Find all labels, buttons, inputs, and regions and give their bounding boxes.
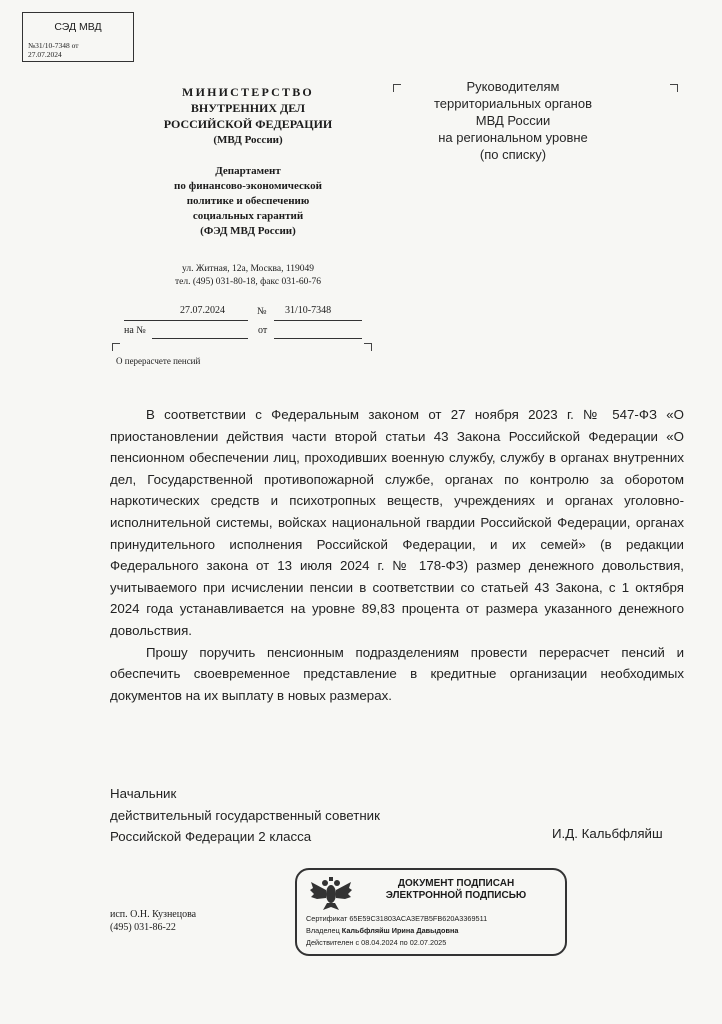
position-line-1: Начальник [110, 786, 177, 801]
department-header [128, 164, 368, 239]
esig-owner-label: Владелец [306, 926, 340, 935]
reply-from-underline [274, 338, 362, 339]
executor-block [110, 908, 196, 934]
sed-stamp-title: СЭД МВД [54, 21, 102, 33]
addressee-corner-right [670, 84, 678, 92]
addressee-line-1: Руководителям [466, 79, 560, 94]
department-line-5: (ФЭД МВД России) [200, 225, 296, 237]
sed-stamp-number [28, 41, 79, 59]
subject-corner-right [364, 343, 372, 351]
esig-certificate-label: Сертификат [306, 914, 348, 923]
ministry-line-3: РОССИЙСКОЙ ФЕДЕРАЦИИ [163, 117, 333, 131]
registration-number-label: № [257, 306, 267, 317]
addressee-line-5: (по списку) [479, 147, 547, 162]
address-line-1: ул. Житная, 12а, Москва, 119049 [182, 264, 314, 274]
position-line-2: действительный государственный советник [110, 807, 380, 823]
sed-stamp-date: 27.07.2024 [28, 50, 62, 59]
esig-owner-line [306, 926, 458, 935]
department-line-3: политике и обеспечению [186, 195, 310, 207]
ministry-line-2: ВНУТРЕННИХ ДЕЛ [190, 101, 306, 115]
registration-date-underline [124, 320, 248, 321]
letter-subject: О перерасчете пенсий [116, 356, 201, 366]
addressee-line-3: МВД России [475, 113, 551, 128]
department-line-1: Департамент [215, 165, 281, 177]
esig-validity: Действителен с 08.04.2024 по 02.07.2025 [306, 938, 447, 947]
executor-phone: (495) 031-86-22 [110, 922, 176, 933]
body-paragraph-2: Прошу поручить пенсионным подразделениям провести перерасчет пенсий и обеспечить своевременное представление в кредитные организации необходимых документов на их выплату в новых размерах. [110, 644, 684, 703]
department-line-2: по финансово-экономической [174, 180, 322, 192]
sed-stamp-reg-number: №31/10-7348 от [28, 41, 79, 50]
reply-from-label: от [258, 325, 268, 336]
esig-certificate-line [306, 914, 487, 923]
signatory-position [110, 783, 380, 848]
department-line-4: социальных гарантий [192, 210, 304, 222]
ministry-line-4: (МВД России) [213, 134, 283, 146]
esig-title-line-1: ДОКУМЕНТ ПОДПИСАН [397, 878, 515, 889]
department-address [128, 263, 368, 289]
ministry-line-1: МИНИСТЕРСТВО [182, 85, 314, 99]
double-headed-eagle-icon [309, 876, 353, 912]
position-line-3: Российской Федерации 2 класса [110, 829, 312, 844]
addressee-corner-left [393, 84, 401, 92]
address-line-2: тел. (495) 031-80-18, факс 031-60-76 [174, 277, 322, 287]
sed-stamp [22, 12, 134, 62]
letter-body [110, 404, 684, 706]
registration-date: 27.07.2024 [180, 305, 225, 316]
esig-owner: Кальбфляйш Ирина Давыдовна [341, 926, 459, 935]
executor-name: исп. О.Н. Кузнецова [110, 909, 197, 920]
esig-title [361, 878, 551, 902]
registration-number: 31/10-7348 [285, 305, 332, 316]
reply-to-label: на № [124, 325, 146, 336]
reply-to-underline [152, 338, 248, 339]
subject-corner-left [112, 343, 120, 351]
addressee-line-4: на региональном уровне [438, 130, 588, 145]
addressee-block [415, 78, 611, 163]
esig-certificate: 65E59C31803ACA3E7B5FB620A3369511 [349, 914, 488, 923]
body-paragraph-1: В соответствии с Федеральным законом от 27 ноября 2023 г. № 547-ФЗ «О приостановлении действия части второй статьи 43 Закона Российской Федерации «О пенсионном обеспечении лиц, проходивших военную службу, службу в органах внутренних дел, Государственной противопожарной службе, органах по контролю за оборотом наркотических средств и психотропных веществ, учреждениях и органах уголовно-исполнительной системы, войсках национальной гвардии Российской Федерации, органах принудительного исполнения Российской Федерации, и их семей» (в редакции Федерального закона от 13 июля 2024 г. № 178-ФЗ) размер денежного довольствия, учитываемого при исчислении пенсии в соответствии со статьей 43 Закона, с 1 октября 2024 года устанавливается на уровне 89,83 процента от размера указанного денежного довольствия. [110, 407, 684, 638]
addressee-line-2: территориальных органов [434, 96, 592, 111]
electronic-signature-stamp [295, 868, 567, 956]
signatory-name: И.Д. Кальбфляйш [552, 826, 663, 841]
registration-number-underline [274, 320, 362, 321]
esig-title-line-2: ЭЛЕКТРОННОЙ ПОДПИСЬЮ [385, 890, 527, 901]
ministry-header [128, 84, 368, 148]
